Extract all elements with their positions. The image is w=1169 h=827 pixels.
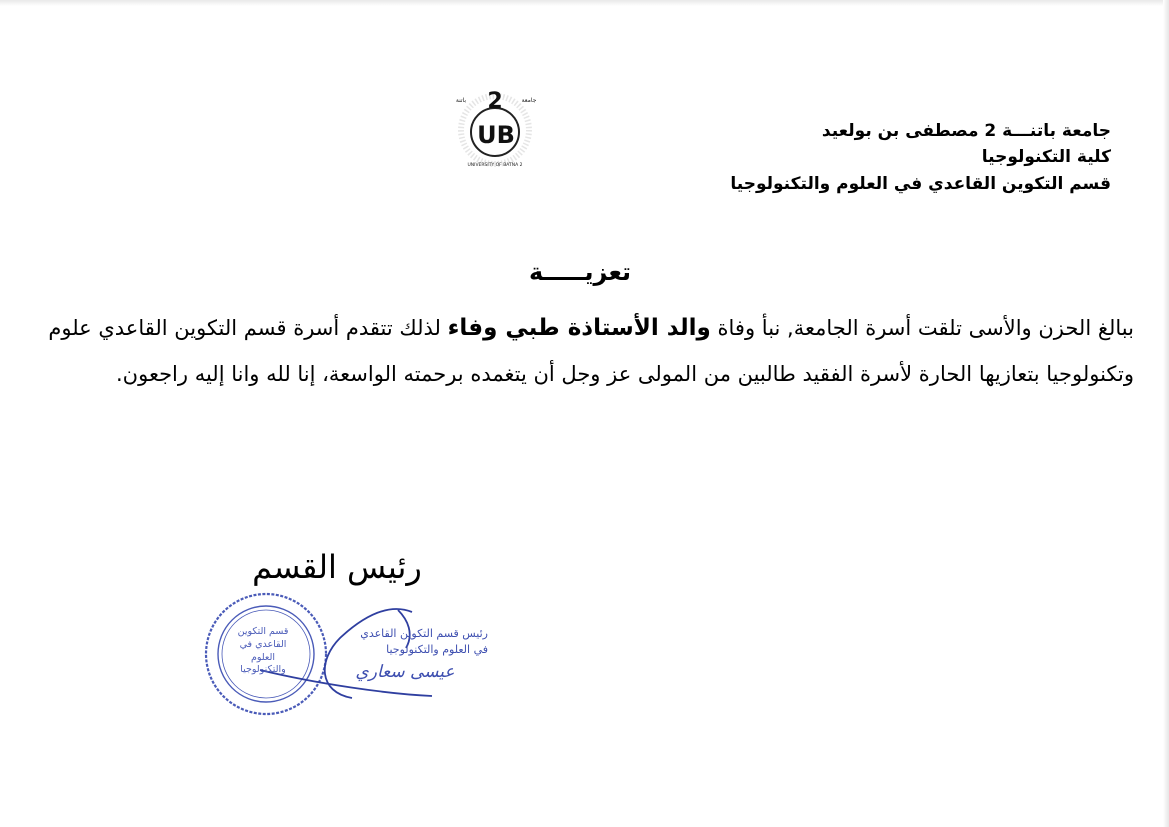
university-name: جامعة باتنـــة 2 مصطفى بن بولعيد — [821, 121, 1111, 141]
stamp-round-line: القاعدي في العلوم — [239, 638, 287, 663]
body-text-bold: والد الأستاذة طبي وفاء — [447, 315, 711, 341]
stamp-round-line: قسم التكوين — [237, 626, 289, 637]
logo-letters: UB — [477, 121, 515, 149]
logo-ring-text: UNIVERSITY OF BATNA 2 — [467, 163, 523, 168]
body-text-part2: لذلك تتقدم أسرة قسم التكوين القاعدي علوم وتكنولوجيا بتعازيها الحارة لأسرة الفقيد طالبين من المولى عز وجل أن يتغمده برحمته الواسعة، إنا لله وانا إليه راجعون. — [48, 316, 1134, 386]
stamp-side-line: رئيس قسم التكوين القاعدي — [360, 627, 488, 640]
university-logo — [445, 88, 545, 170]
page-title: تعزيـــــة — [528, 258, 632, 286]
stamp-round-line: والتكنولوجيا — [240, 664, 286, 676]
condolence-body — [30, 305, 1134, 397]
scan-edge — [1163, 0, 1169, 827]
department-name: قسم التكوين القاعدي في العلوم والتكنولوجيا — [730, 173, 1111, 194]
stamp-round-text — [228, 626, 298, 677]
faculty-name: كلية التكنولوجيا — [981, 147, 1111, 168]
scan-edge — [0, 0, 1169, 6]
signatory-name: عيسى سعاري — [355, 662, 455, 682]
stamp-side-line: في العلوم والتكنولوجيا — [386, 642, 488, 656]
signature-title: رئيس القسم — [252, 548, 422, 586]
logo-name-left: جامعة — [521, 97, 537, 104]
logo-name-right: باتنة — [455, 97, 467, 104]
body-text-part1: ببالغ الحزن والأسى تلقت أسرة الجامعة, نبأ وفاة — [710, 316, 1134, 340]
logo-number: 2 — [487, 89, 503, 114]
institution-header — [730, 118, 1111, 197]
stamp-side-text — [338, 626, 488, 658]
